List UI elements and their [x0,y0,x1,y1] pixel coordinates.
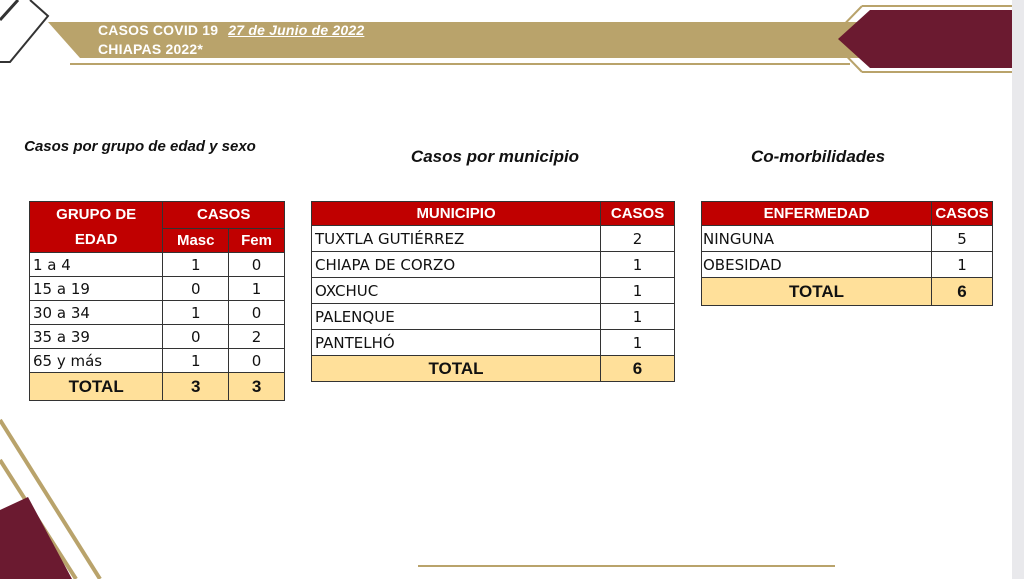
masc-value: 1 [163,301,229,325]
total-label: TOTAL [312,356,601,382]
total-casos: 6 [601,356,675,382]
fem-value: 1 [229,277,285,301]
municipio-name: CHIAPA DE CORZO [312,252,601,278]
col-masc: Masc [163,228,229,252]
municipio-table [311,201,675,382]
table-row [30,301,285,325]
municipio-title: Casos por municipio [410,147,580,166]
comorbilidades-title: Co-morbilidades [750,147,886,166]
total-row [30,373,285,401]
casos-value: 1 [932,252,993,278]
table-row [312,226,675,252]
municipio-name: PALENQUE [312,304,601,330]
casos-value: 5 [932,226,993,252]
table-row [30,325,285,349]
total-row [312,356,675,382]
municipio-name: PANTELHÓ [312,330,601,356]
casos-value: 1 [601,278,675,304]
age-group: 65 y más [30,349,163,373]
masc-value: 1 [163,349,229,373]
col-casos: CASOS [163,202,285,229]
col-casos: CASOS [601,202,675,226]
age-group: 30 a 34 [30,301,163,325]
enfermedad-name: OBESIDAD [702,252,932,278]
table-row [702,226,993,252]
fem-value: 0 [229,253,285,277]
right-edge-strip [1012,0,1024,579]
fem-value: 0 [229,301,285,325]
casos-value: 1 [601,304,675,330]
total-row [702,278,993,306]
table-row [312,330,675,356]
table-row [30,277,285,301]
age-group: 35 a 39 [30,325,163,349]
age-sex-title: Casos por grupo de edad y sexo [24,138,256,155]
fem-value: 0 [229,349,285,373]
total-label: TOTAL [702,278,932,306]
header-date: 27 de Junio de 2022 [228,22,365,38]
table-row [312,252,675,278]
enfermedad-name: NINGUNA [702,226,932,252]
table-row [30,253,285,277]
masc-value: 0 [163,277,229,301]
table-row [312,304,675,330]
municipio-name: OXCHUC [312,278,601,304]
fem-value: 2 [229,325,285,349]
masc-value: 0 [163,325,229,349]
col-municipio: MUNICIPIO [312,202,601,226]
total-casos: 6 [932,278,993,306]
table-row [30,349,285,373]
header-title-text: CASOS COVID 19 [98,22,219,38]
col-grupo-edad-line1: GRUPO DE [56,206,137,223]
total-fem: 3 [229,373,285,401]
col-grupo-edad [30,202,163,253]
total-masc: 3 [163,373,229,401]
table-row [702,252,993,278]
total-label: TOTAL [30,373,163,401]
col-fem: Fem [229,228,285,252]
col-casos: CASOS [932,202,993,226]
age-group: 1 a 4 [30,253,163,277]
table-row [312,278,675,304]
casos-value: 1 [601,330,675,356]
age-group: 15 a 19 [30,277,163,301]
age-sex-table [29,201,285,401]
col-enfermedad: ENFERMEDAD [702,202,932,226]
municipio-name: TUXTLA GUTIÉRREZ [312,226,601,252]
header-subtitle: CHIAPAS 2022* [98,41,204,57]
casos-value: 2 [601,226,675,252]
masc-value: 1 [163,253,229,277]
casos-value: 1 [601,252,675,278]
header-title [98,22,364,38]
comorbilidades-table [701,201,993,306]
col-grupo-edad-line2: EDAD [74,231,118,248]
